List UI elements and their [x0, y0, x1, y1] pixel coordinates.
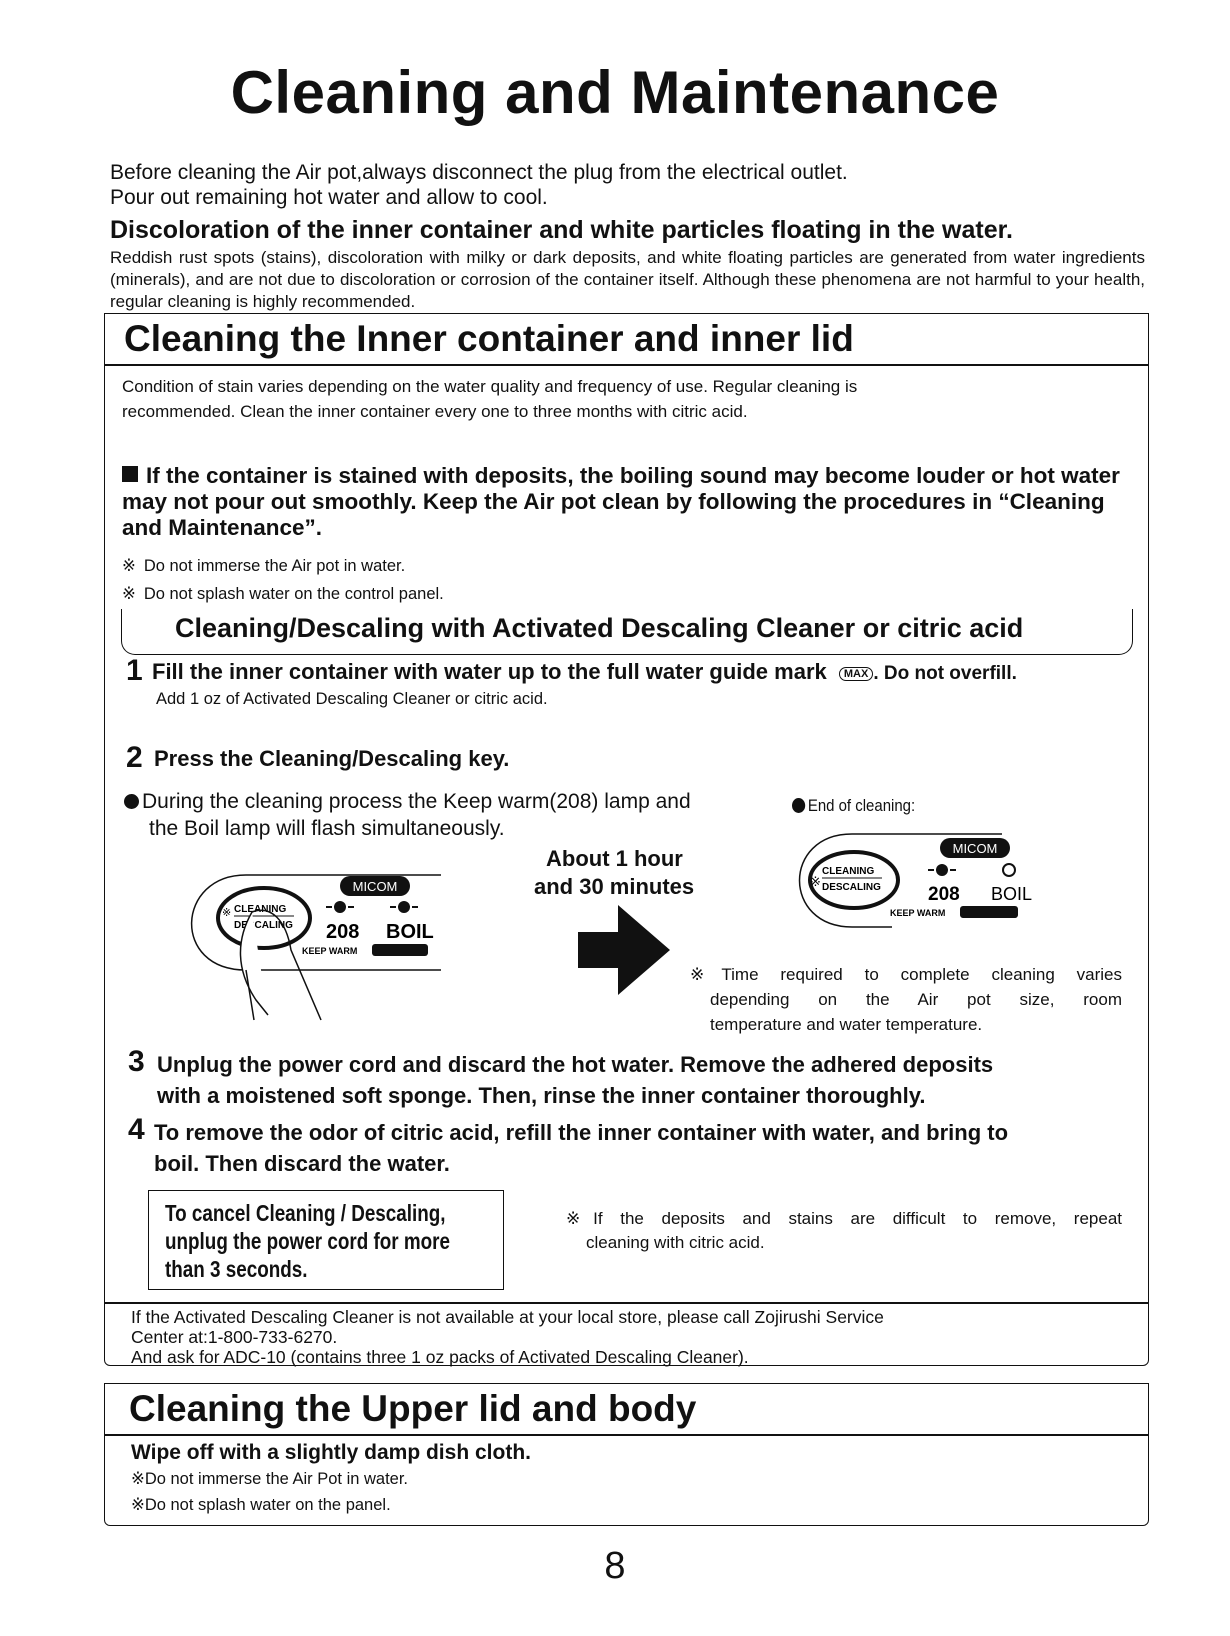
page-title: Cleaning and Maintenance	[230, 59, 1000, 126]
inner-section-divider	[104, 364, 1149, 366]
end-of-cleaning-label: End of cleaning:	[792, 796, 915, 816]
step-2-bullet: During the cleaning process the Keep warm(208) lamp and the Boil lamp will flash simultaneously.	[124, 788, 691, 842]
svg-text:CLEANING: CLEANING	[234, 904, 287, 915]
step-1-text: Fill the inner container with water up to the full water guide mark MAX . Do not overfill.	[152, 659, 1017, 684]
page-number: 8	[604, 1545, 626, 1587]
note-immerse: ※ Do not immerse the Air pot in water.	[122, 557, 406, 575]
step-2-number: 2	[126, 741, 143, 774]
step-1-number: 1	[126, 654, 143, 687]
repeat-note: ※If the deposits and stains are difficult to remove, repeat cleaning with citric acid.	[566, 1209, 1122, 1252]
dot-bullet-icon	[124, 794, 139, 809]
duration-line-2: and 30 minutes	[534, 874, 695, 899]
svg-text:208: 208	[928, 884, 960, 905]
inner-section-title: Cleaning the Inner container and inner lid	[124, 318, 854, 359]
condition-line-1: Condition of stain varies depending on the water quality and frequency of use. Regular cleaning is	[122, 377, 858, 396]
reference-mark-icon: ※	[122, 585, 136, 603]
step-1-sub: Add 1 oz of Activated Descaling Cleaner or citric acid.	[156, 690, 548, 708]
svg-text:MICOM: MICOM	[352, 879, 398, 894]
max-mark-icon: MAX	[839, 667, 873, 681]
svg-text:MICOM: MICOM	[952, 841, 998, 856]
cancel-text: To cancel Cleaning / Descaling, unplug the power cord for more than 3 seconds.	[165, 1200, 451, 1282]
svg-text:BOIL: BOIL	[991, 884, 1033, 904]
step-3-text: Unplug the power cord and discard the hot water. Remove the adhered deposits with a moistened soft sponge. Then, rinse the inner container thoroughly.	[157, 1052, 994, 1108]
svg-text:※: ※	[222, 907, 232, 919]
warning-text: If the container is stained with deposits, the boiling sound may become louder or hot water may not pour out smoothly. Keep the Air pot clean by following the procedures in “Cleaning and Maintenance”.	[122, 463, 1120, 540]
svg-text:CLEANING: CLEANING	[822, 866, 875, 877]
duration-line-1: About 1 hour	[546, 846, 683, 871]
descaling-title: Cleaning/Descaling with Activated Descaling Cleaner or citric acid	[175, 613, 1024, 643]
svg-text:KEEP WARM: KEEP WARM	[302, 946, 358, 956]
step-3-number: 3	[128, 1045, 145, 1078]
step-4-number: 4	[128, 1113, 145, 1146]
intro-line-1: Before cleaning the Air pot,always disconnect the plug from the electrical outlet.	[110, 161, 848, 184]
wipe-instruction: Wipe off with a slightly damp dish cloth.	[131, 1441, 531, 1464]
note-splash: ※ Do not splash water on the control panel.	[122, 585, 444, 603]
service-info: If the Activated Descaling Cleaner is not available at your local store, please call Zojirushi Service Center at:1-800-733-6270. And ask for ADC-10 (contains three 1 oz packs of Activated Descaling Cleaner).	[131, 1307, 884, 1367]
step-2-text: Press the Cleaning/Descaling key.	[154, 746, 510, 771]
condition-line-2: recommended. Clean the inner container every one to three months with citric acid.	[122, 402, 748, 421]
upper-note-immerse: ※Do not immerse the Air Pot in water.	[131, 1470, 409, 1488]
arrow-right-icon	[578, 905, 674, 995]
svg-text:※: ※	[810, 874, 821, 889]
dot-bullet-icon	[792, 798, 805, 813]
step-4-text: To remove the odor of citric acid, refill the inner container with water, and bring to boil. Then discard the water.	[154, 1120, 1009, 1176]
intro-line-2: Pour out remaining hot water and allow to cool.	[110, 186, 548, 209]
control-panel-end-illustration	[792, 832, 1037, 932]
service-divider	[104, 1302, 1149, 1304]
reference-mark-icon: ※	[122, 557, 136, 575]
square-bullet-icon	[122, 466, 138, 482]
discoloration-heading: Discoloration of the inner container and white particles floating in the water.	[110, 216, 1013, 244]
time-required-note: ※Time required to complete cleaning varies depending on the Air pot size, room temperature and water temperature.	[690, 965, 1122, 1034]
svg-text:DESCALING: DESCALING	[234, 920, 293, 931]
control-panel-press-illustration	[176, 860, 446, 1025]
upper-section-divider	[104, 1434, 1149, 1436]
warning-block	[122, 463, 1127, 541]
upper-note-splash: ※Do not splash water on the panel.	[131, 1496, 391, 1514]
svg-text:KEEP WARM: KEEP WARM	[890, 908, 946, 918]
upper-section-title: Cleaning the Upper lid and body	[129, 1388, 697, 1429]
discoloration-body: Reddish rust spots (stains), discoloration with milky or dark deposits, and white floating particles are generated from water ingredients (minerals), and are not due to discoloration or corrosion of the container itself. Although these phenomena are not harmful to your health, regular cleaning is highly recommended.	[110, 248, 1145, 311]
svg-text:208: 208	[326, 921, 360, 943]
svg-text:BOIL: BOIL	[386, 921, 434, 943]
svg-text:DESCALING: DESCALING	[822, 882, 881, 893]
